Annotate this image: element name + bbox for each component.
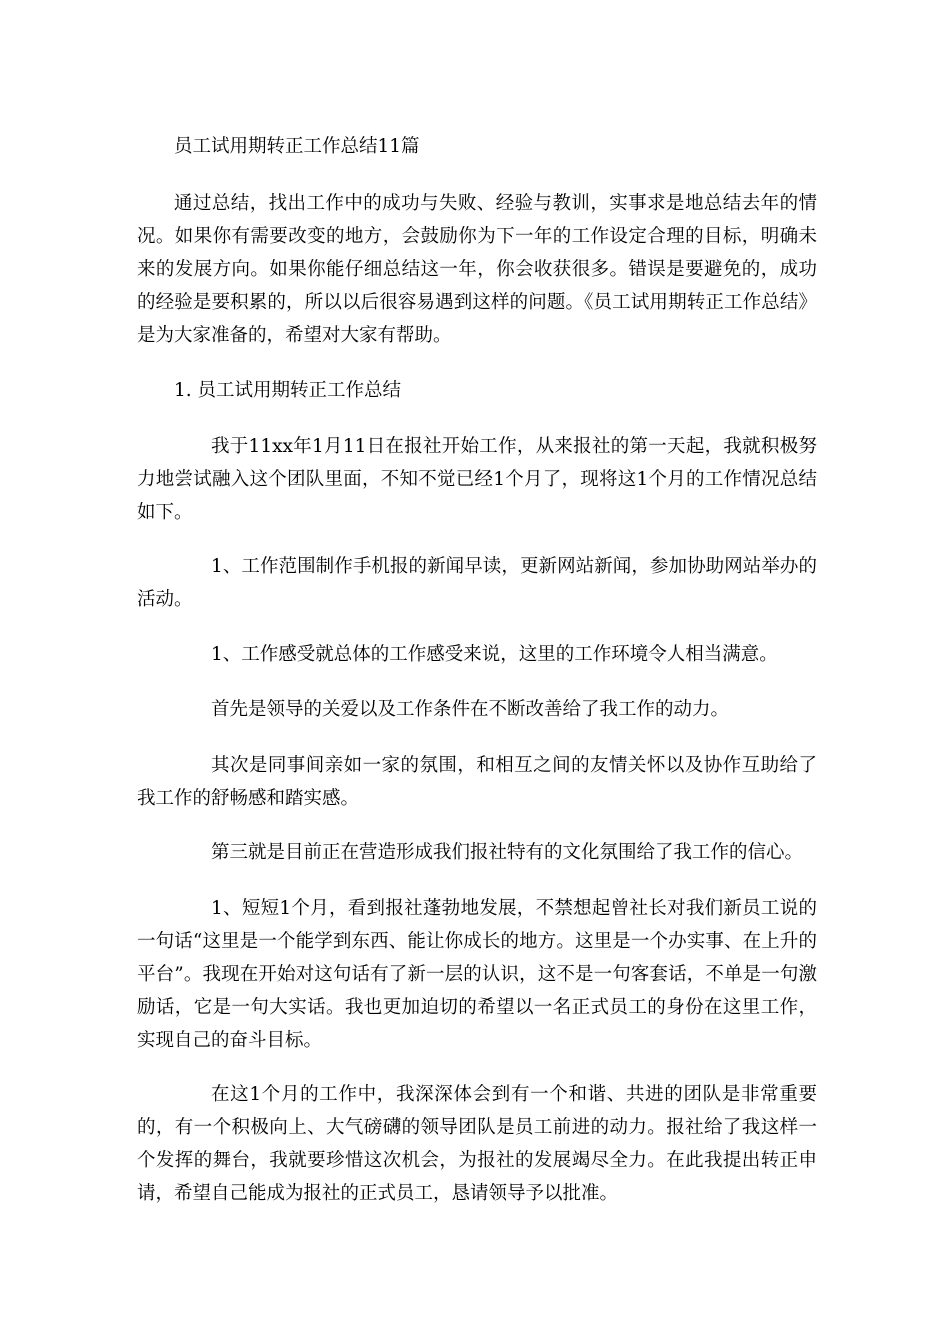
intro-paragraph: 通过总结，找出工作中的成功与失败、经验与教训，实事求是地总结去年的情况。如果你有需要改变的地方，会鼓励你为下一年的工作设定合理的目标，明确未来的发展方向。如果你能仔细总结这一年，你会收获很多。错误是要避免的，成功的经验是要积累的，所以以后很容易遇到这样的问题。《员工试用期转正工作总结》是为大家准备的，希望对大家有帮助。 bbox=[137, 193, 817, 346]
body-paragraph: 首先是领导的关爱以及工作条件在不断改善给了我工作的动力。 bbox=[211, 699, 730, 720]
body-paragraph: 其次是同事间亲如一家的氛围，和相互之间的友情关怀以及协作互助给了我工作的舒畅感和踏实感。 bbox=[137, 755, 817, 809]
body-paragraph: 在这1个月的工作中，我深深体会到有一个和谐、共进的团队是非常重要的，有一个积极向上、大气磅礴的领导团队是员工前进的动力。报社给了我这样一个发挥的舞台，我就要珍惜这次机会，为报社的发展竭尽全力。在此我提出转正申请，希望自己能成为报社的正式员工，恳请领导予以批准。 bbox=[137, 1084, 817, 1204]
body-paragraph: 我于11xx年1月11日在报社开始工作，从来报社的第一天起，我就积极努力地尝试融入这个团队里面，不知不觉已经1个月了，现将这1个月的工作情况总结如下。 bbox=[137, 436, 817, 523]
body-paragraph: 第三就是目前正在营造形成我们报社特有的文化氛围给了我工作的信心。 bbox=[211, 842, 804, 863]
body-paragraph: 1、工作范围制作手机报的新闻早读，更新网站新闻，参加协助网站举办的活动。 bbox=[137, 556, 817, 610]
body-paragraph: 1、短短1个月，看到报社蓬勃地发展，不禁想起曾社长对我们新员工说的一句话“这里是一个能学到东西、能让你成长的地方。这里是一个办实事、在上升的平台”。我现在开始对这句话有了新一层的认识，这不是一句客套话，不单是一句激励话，它是一句大实话。我也更加迫切的希望以一名正式员工的身份在这里工作，实现自己的奋斗目标。 bbox=[137, 898, 817, 1051]
section-heading: 1. 员工试用期转正工作总结 bbox=[174, 380, 402, 401]
document-title: 员工试用期转正工作总结11篇 bbox=[174, 136, 420, 157]
body-paragraph: 1、工作感受就总体的工作感受来说，这里的工作环境令人相当满意。 bbox=[211, 644, 778, 665]
